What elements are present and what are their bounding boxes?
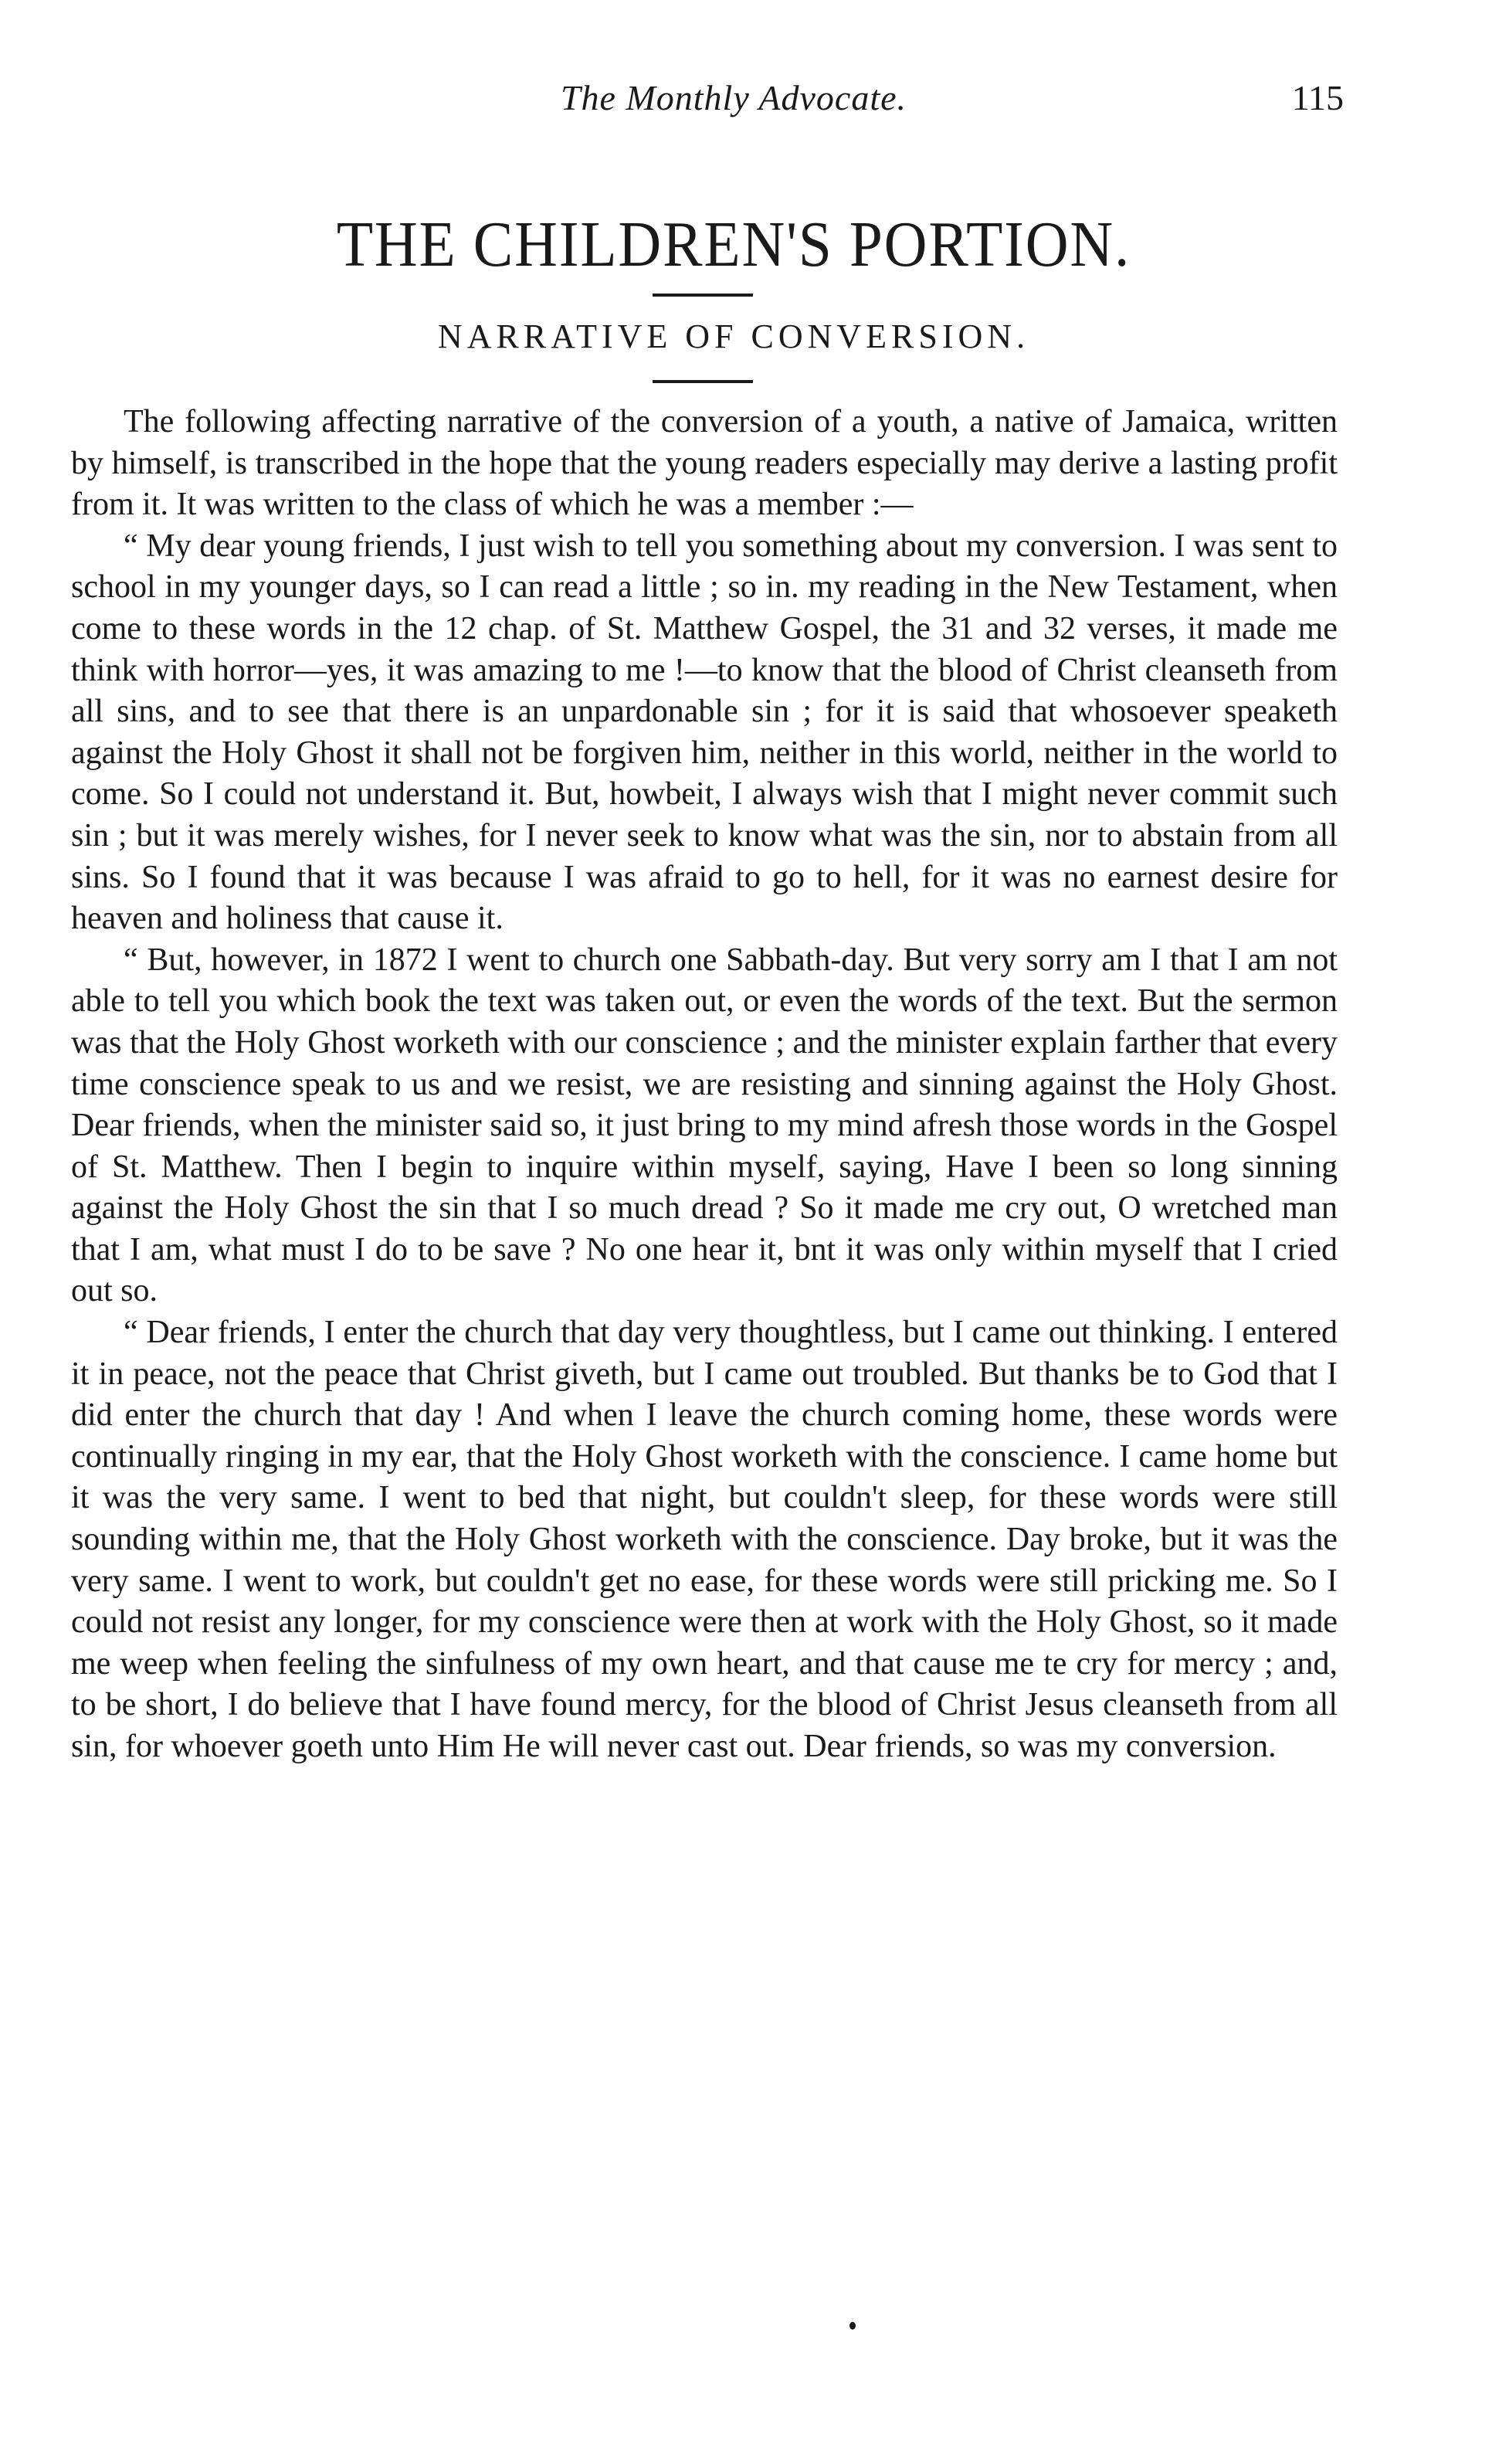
print-speck bbox=[849, 2322, 856, 2330]
paragraph: “ Dear friends, I enter the church that day very thoughtless, but I came out thinking. I entered it in peace, not the peace that Christ giveth, but I came out troubled. But thanks be to God that I did enter the church that day ! And when I leave the church coming home, these words were continually ringing in my ear, that the Holy Ghost worketh with the conscience. I came home but it was the very same. I went to bed that night, but couldn't sleep, for these words were still sounding within me, that the Holy Ghost worketh with the conscience. Day broke, but it was the very same. I went to work, but couldn't get no ease, for these words were still pricking me. So I could not resist any longer, for my conscience were then at work with the Holy Ghost, so it made me weep when feeling the sinfulness of my own heart, and that cause me te cry for mercy ; and, to be short, I do believe that I have found mercy, for the blood of Christ Jesus cleanseth from all sin, for whoever goeth unto Him He will never cast out. Dear friends, so was my conversion. bbox=[71, 1315, 1338, 1764]
running-head bbox=[124, 77, 1344, 124]
paragraph-intro: The following affecting narrative of the conversion of a youth, a native of Jamaica, written by himself, is transcribed in the hope that the young readers especially may derive a lasting profit from it. It was written to the class of which he was a member :— bbox=[71, 404, 1338, 523]
running-title: The Monthly Advocate. bbox=[560, 78, 907, 117]
paragraph: “ My dear young friends, I just wish to tell you something about my conversion. I was sent to school in my younger days, so I can read a little ; so in. my reading in the New Testament, when come to these words in the 12 chap. of St. Matthew Gospel, the 31 and 32 verses, it made me think with horror—yes, it was amazing to me !—to know that the blood of Christ cleanseth from all sins, and to see that there is an unpardonable sin ; for it is said that whosoever speaketh against the Holy Ghost it shall not be forgiven him, neither in this world, neither in the world to come. So I could not understand it. But, howbeit, I always wish that I might never commit such sin ; but it was merely wishes, for I never seek to know what was the sin, nor to abstain from all sins. So I found that it was because I was afraid to go to hell, for it was no earnest desire for heaven and holiness that cause it. bbox=[71, 528, 1338, 937]
page-number: 115 bbox=[1291, 78, 1344, 117]
title-rule bbox=[653, 294, 753, 297]
paragraph: “ But, however, in 1872 I went to church one Sabbath-day. But very sorry am I that I am not able to tell you which book the text was taken out, or even the words of the text. But the sermon was that the Holy Ghost worketh with our conscience ; and the minister explain farther that every time conscience speak to us and we resist, we are resisting and sinning against the Holy Ghost. Dear friends, when the minister said so, it just bring to my mind afresh those words in the Gospel of St. Matthew. Then I begin to inquire within myself, saying, Have I been so long sinning against the Holy Ghost the sin that I so much dread ? So it made me cry out, O wretched man that I am, what must I do to be save ? No one hear it, bnt it was only within myself that I cried out so. bbox=[71, 942, 1338, 1309]
article-body bbox=[71, 402, 1338, 1768]
section-title: THE CHILDREN'S PORTION. bbox=[336, 209, 1131, 280]
article-subtitle: NARRATIVE OF CONVERSION. bbox=[437, 317, 1030, 355]
subtitle-rule bbox=[653, 380, 753, 383]
